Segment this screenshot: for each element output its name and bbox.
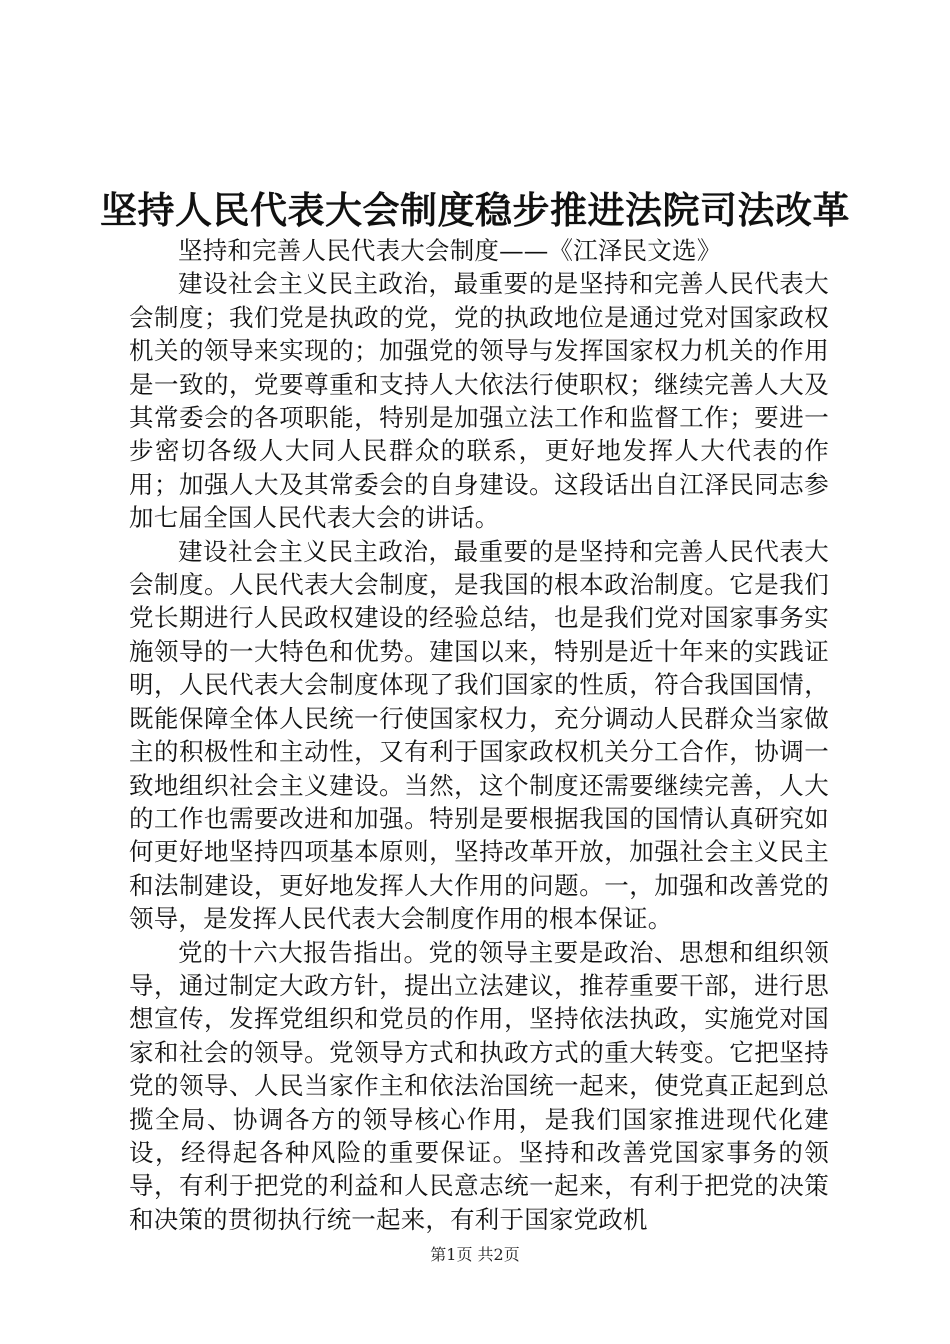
paragraph: 建设社会主义民主政治，最重要的是坚持和完善人民代表大会制度。人民代表大会制度，是我国的根本政治制度。它是我们党长期进行人民政权建设的经验总结，也是我们党对国家事务实施领导的一大特色和优势。建国以来，特别是近十年来的实践证明，人民代表大会制度体现了我们国家的性质，符合我国国情，既能保障全体人民统一行使国家权力，充分调动人民群众当家做主的积极性和主动性，又有利于国家政权机关分工合作，协调一致地组织社会主义建设。当然，这个制度还需要继续完善，人大的工作也需要改进和加强。特别是要根据我国的国情认真研究如何更好地坚持四项基本原则，坚持改革开放，加强社会主义民主和法制建设，更好地发挥人大作用的问题。一，加强和改善党的领导，是发挥人民代表大会制度作用的根本保证。 [129,536,829,934]
document-body [129,234,829,1236]
paragraph: 建设社会主义民主政治，最重要的是坚持和完善人民代表大会制度；我们党是执政的党，党的执政地位是通过党对国家政权机关的领导来实现的；加强党的领导与发挥国家权力机关的作用是一致的，党要尊重和支持人大依法行使职权；继续完善人大及其常委会的各项职能，特别是加强立法工作和监督工作；要进一步密切各级人大同人民群众的联系，更好地发挥人大代表的作用；加强人大及其常委会的自身建设。这段话出自江泽民同志参加七届全国人民代表大会的讲话。 [129,269,829,533]
paragraph-subtitle: 坚持和完善人民代表大会制度——《江泽民文选》 [178,236,722,265]
document-title: 坚持人民代表大会制度稳步推进法院司法改革 [100,188,850,232]
page-number-footer: 第1页 共2页 [430,1245,520,1264]
paragraph: 党的十六大报告指出。党的领导主要是政治、思想和组织领导，通过制定大政方针，提出立法建议，推荐重要干部，进行思想宣传，发挥党组织和党员的作用，坚持依法执政，实施党对国家和社会的领导。党领导方式和执政方式的重大转变。它把坚持党的领导、人民当家作主和依法治国统一起来，使党真正起到总揽全局、协调各方的领导核心作用，是我们国家推进现代化建设，经得起各种风险的重要保证。坚持和改善党国家事务的领导，有利于把党的利益和人民意志统一起来，有利于把党的决策和决策的贯彻执行统一起来，有利于国家党政机 [129,937,829,1234]
